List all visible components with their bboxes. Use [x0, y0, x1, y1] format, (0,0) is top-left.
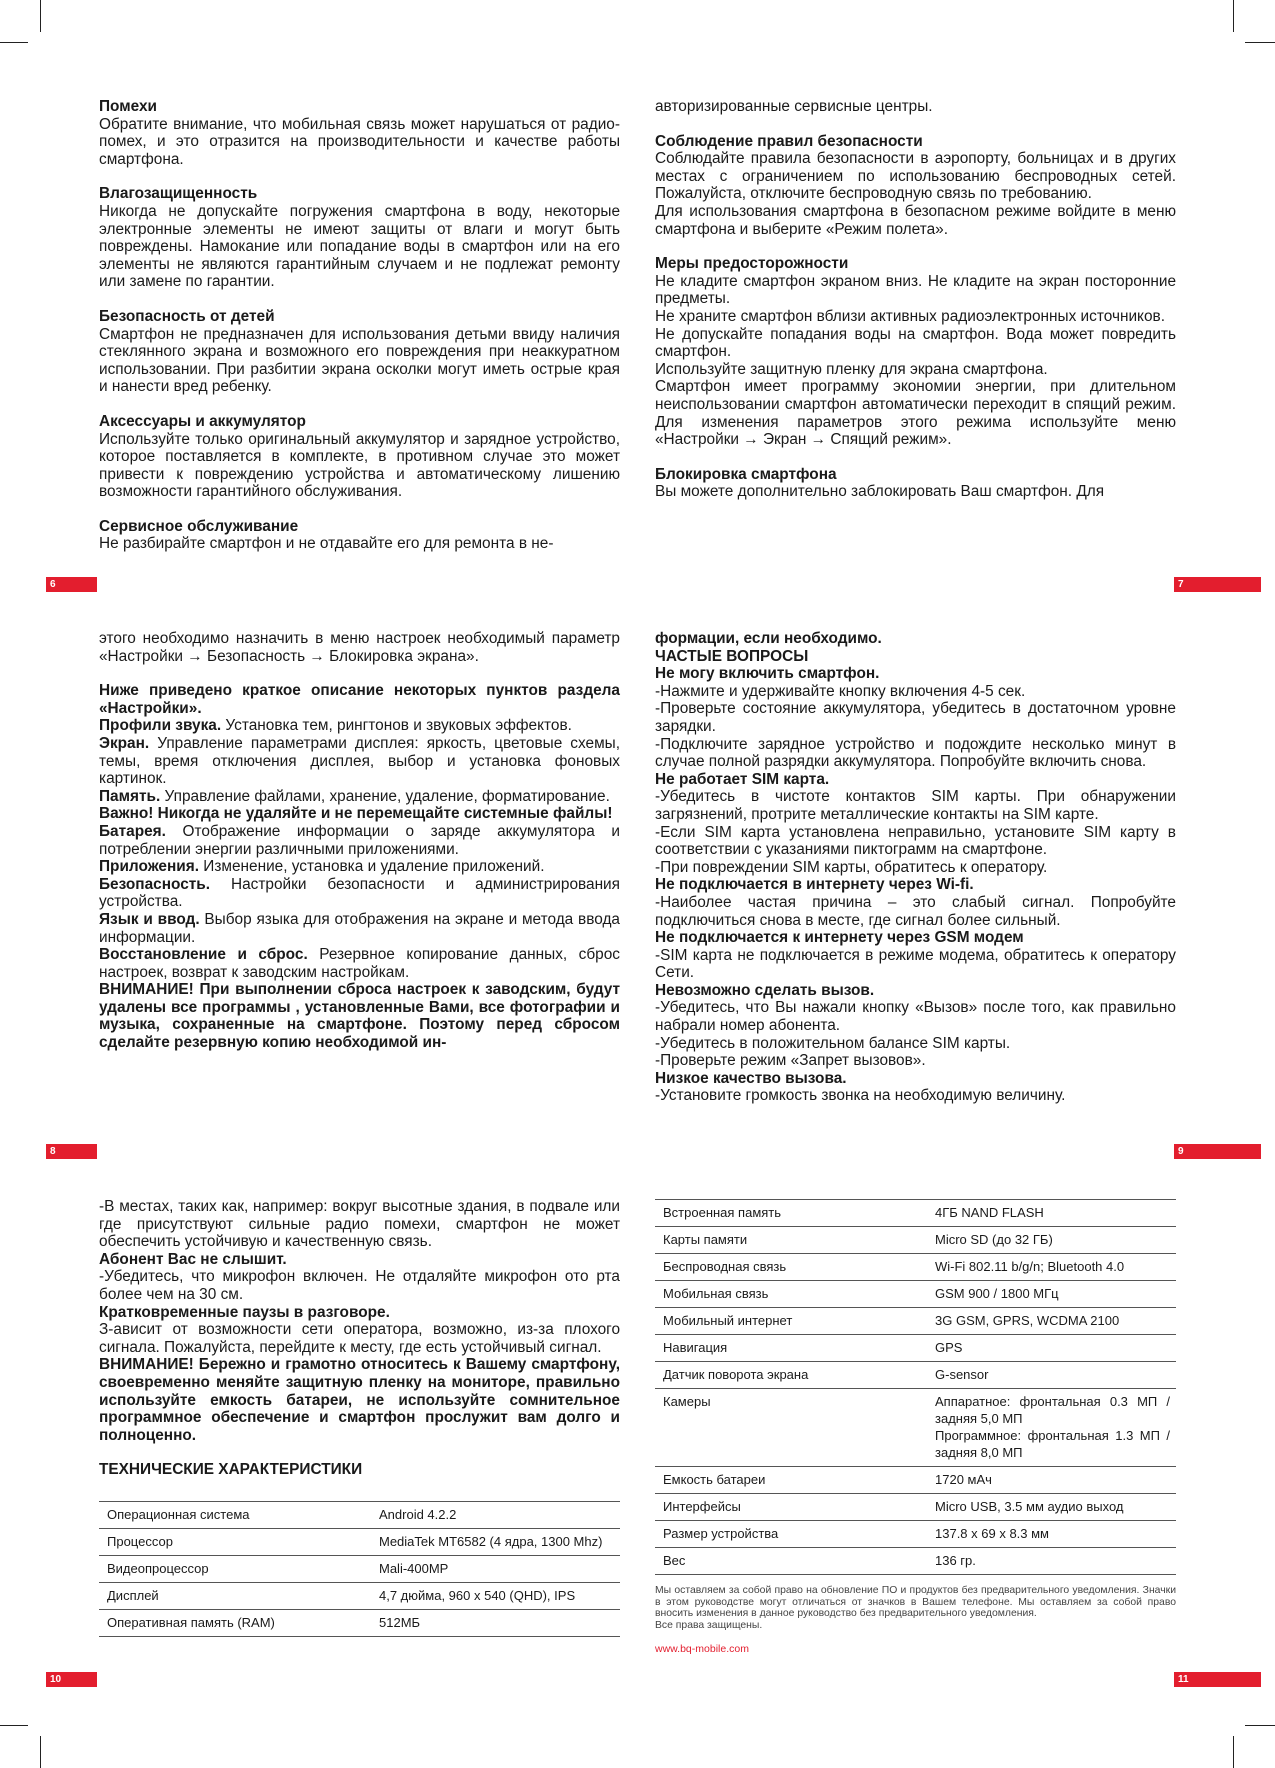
faq-question: Не могу включить смартфон.: [655, 665, 880, 683]
paragraph: Не допускайте попадания воды на смартфон. Вода может повредить смартфон.: [655, 325, 1176, 361]
spec-key: Беспроводная связь: [655, 1254, 927, 1281]
settings-term: Восстановление и сброс.: [99, 946, 308, 964]
page10-column: [99, 1198, 620, 1637]
settings-term: Приложения.: [99, 858, 199, 876]
table-row: [655, 1521, 1176, 1548]
section-title: Сервисное обслуживание: [99, 517, 299, 535]
spec-value: 1720 мАч: [927, 1467, 1176, 1494]
spec-key: Встроенная память: [655, 1200, 927, 1227]
crop-mark: [1245, 42, 1275, 43]
page-number: 10: [50, 1674, 62, 1685]
faq-question: Невозможно сделать вызов.: [655, 981, 875, 999]
table-row: [655, 1467, 1176, 1494]
spec-key: Видеопроцессор: [99, 1555, 371, 1582]
table-row: [655, 1494, 1176, 1521]
spec-key: Процессор: [99, 1528, 371, 1555]
table-row: [655, 1389, 1176, 1467]
paragraph: Соблюдайте правила безопасности в аэропорту, больницах и в других местах с ограничением по использованию беспроводных сетей. Пожалуйста, отключите беспроводную связь по требованию.: [655, 150, 1176, 203]
faq-answer: -Если SIM карта установлена неправильно, установите SIM карту в соответствии с указаниями пиктограмм на смартфоне.: [655, 823, 1176, 859]
section-title: Меры предосторожности: [655, 255, 849, 273]
page-number-band: [46, 577, 97, 592]
paragraph: Вы можете дополнительно заблокировать Ваш смартфон. Для: [655, 483, 1105, 501]
page-number: 9: [1178, 1146, 1184, 1157]
table-row: [655, 1281, 1176, 1308]
page-number: 11: [1178, 1674, 1189, 1685]
settings-term: Экран.: [99, 734, 150, 752]
page8-column: [99, 630, 620, 1052]
settings-term: Память.: [99, 787, 161, 805]
table-row: [655, 1200, 1176, 1227]
spec-value: 137.8 x 69 x 8.3 мм: [927, 1521, 1176, 1548]
settings-term: Профили звука.: [99, 717, 222, 735]
faq-answer: -Подключите зарядное устройство и подождите несколько минут в случае полной разрядки аккумулятора. Попробуйте включить снова.: [655, 735, 1176, 771]
warning-text: ВНИМАНИЕ! Бережно и грамотно относитесь к Вашему смартфону, своевременно меняйте защитную пленку на мониторе, правильно используйте емкость батареи, не используйте сомнительное программное обеспечение и смартфон прослужит вам долго и полноценно.: [99, 1356, 620, 1444]
settings-term: Язык и ввод.: [99, 910, 200, 928]
spec-value: 3G GSM, GPRS, WCDMA 2100: [927, 1308, 1176, 1335]
page-number-band: [46, 1144, 97, 1159]
faq-answer: -Установите громкость звонка на необходимую величину.: [655, 1087, 1066, 1105]
spec-key: Камеры: [655, 1389, 927, 1467]
settings-term: Безопасность.: [99, 875, 211, 893]
spec-value: Wi-Fi 802.11 b/g/n; Bluetooth 4.0: [927, 1254, 1176, 1281]
table-row: [655, 1335, 1176, 1362]
spec-value: 4,7 дюйма, 960 x 540 (QHD), IPS: [371, 1582, 620, 1609]
faq-answer: -Проверьте состояние аккумулятора, убедитесь в достаточном уровне зарядки.: [655, 700, 1176, 735]
faq-answer: -SIM карта не подключается в режиме модема, обратитесь к оператору Сети.: [655, 946, 1176, 982]
settings-desc: Установка тем, рингтонов и звуковых эффектов.: [221, 717, 572, 735]
warning-text: ВНИМАНИЕ! При выполнении сброса настроек к заводским, будут удалены все программы , установленные Вами, все фотографии и музыка, сохраненные на смартфоне. Поэтому перед сбросом сделайте резервную копию необходимой ин-: [99, 981, 620, 1052]
paragraph: -В местах, таких как, например: вокруг высотные здания, в подвале или где присутствуют сильные радио помехи, смартфон не может обеспечить устойчивую и качественную связь.: [99, 1198, 620, 1251]
table-row: [655, 1227, 1176, 1254]
faq-answer: -Проверьте режим «Запрет вызовов».: [655, 1052, 926, 1070]
paragraph: этого необходимо назначить в меню настроек необходимый параметр «Настройки → Безопасность → Блокировка экрана».: [99, 630, 620, 665]
page-number-band: [1174, 1672, 1261, 1687]
page9-column: [655, 630, 1176, 1105]
faq-answer: -Нажмите и удерживайте кнопку включения 4-5 сек.: [655, 682, 1026, 700]
paragraph: Не разбирайте смартфон и не отдавайте его для ремонта в не-: [99, 535, 554, 553]
website-link[interactable]: www.bq-mobile.com: [655, 1643, 749, 1655]
faq-question: Не подключается к интернету через GSM модем: [655, 929, 1024, 947]
page-number: 6: [50, 579, 56, 590]
spec-value: Android 4.2.2: [371, 1501, 620, 1528]
paragraph: Обратите внимание, что мобильная связь может нарушаться от радио- помех, и это отразится на производительности и качестве работы смартфона.: [99, 115, 620, 168]
settings-desc: Управление параметрами дисплея: яркость, цветовые схемы, темы, время отключения дисплея, выбор и установка фоновых картинок.: [99, 734, 620, 788]
faq-question: Не работает SIM карта.: [655, 770, 830, 788]
faq-answer: -Убедитесь в чистоте контактов SIM карты. При обнаружении загрязнений, протрите металлические контакты на SIM карте.: [655, 788, 1176, 823]
spec-value: Аппаратное: фронтальная 0.3 МП / задняя 5,0 МП Программное: фронтальная 1.3 МП / задняя 8,0 МП: [927, 1389, 1176, 1467]
spec-key: Навигация: [655, 1335, 927, 1362]
settings-item: [99, 788, 620, 806]
page7-column: [655, 98, 1176, 501]
section-title: Влагозащищенность: [99, 185, 258, 203]
paragraph: Используйте только оригинальный аккумулятор и зарядное устройство, которое поставляется в комплекте, в противном случае это может привести к повреждению устройства и автоматическому лишению возможности гарантийного обслуживания.: [99, 430, 620, 501]
spec-table: [655, 1199, 1176, 1575]
spec-table: [99, 1501, 620, 1637]
disclaimer-note: Мы оставляем за собой право на обновление ПО и продуктов без предварительного уведомления. Значки в этом руководстве могут отличаться от значков в Вашем телефоне. Мы оставляем за собой право вносить изменения в данное руководство без предварительного уведомления.: [655, 1585, 1176, 1619]
table-row: [99, 1528, 620, 1555]
paragraph: Смартфон не предназначен для использования детьми ввиду наличия стеклянного экрана и возможного его повреждения при неаккуратном использовании. При разбитии экрана осколки могут иметь острые края и нанести вред ребенку.: [99, 325, 620, 396]
faq-answer: З-ависит от возможности сети оператора, возможно, из-за плохого сигнала. Пожалуйста, перейдите к месту, где есть устойчивый сигнал.: [99, 1321, 620, 1356]
page-number-band: [1174, 577, 1261, 592]
faq-question: Низкое качество вызова.: [655, 1069, 847, 1087]
settings-item: [99, 911, 620, 946]
settings-item: [99, 735, 620, 788]
faq-question: Абонент Вас не слышит.: [99, 1250, 287, 1268]
rights-note: Все права защищены.: [655, 1619, 763, 1631]
paragraph: Никогда не допускайте погружения смартфона в воду, некоторые электронные элементы не имеют защиты от влаги и могут быть повреждены. Намокание или попадание воды в смартфон или на его элементы не являются гарантийным случаем и не подлежат ремонту или замене по гарантии.: [99, 202, 620, 291]
spec-value: 4ГБ NAND FLASH: [927, 1200, 1176, 1227]
page-number-band: [1174, 1144, 1261, 1159]
spec-key: Мобильный интернет: [655, 1308, 927, 1335]
crop-mark: [1233, 1736, 1234, 1768]
settings-desc: Выбор языка для отображения на экране и метода ввода информации.: [99, 910, 620, 946]
section-heading: Ниже приведено краткое описание некоторых пунктов раздела «Настройки».: [99, 682, 620, 717]
spec-value: GSM 900 / 1800 МГц: [927, 1281, 1176, 1308]
crop-mark: [0, 1725, 28, 1726]
spec-value: G-sensor: [927, 1362, 1176, 1389]
faq-answer: -При повреждении SIM карты, обратитесь к оператору.: [655, 858, 1048, 876]
settings-desc: Изменение, установка и удаление приложений.: [198, 858, 545, 876]
paragraph: авторизированные сервисные центры.: [655, 98, 933, 115]
spec-value: 512МБ: [371, 1609, 620, 1636]
settings-item: [99, 946, 620, 981]
section-title: Соблюдение правил безопасности: [655, 132, 923, 150]
paragraph: формации, если необходимо.: [655, 630, 882, 647]
page-number-band: [46, 1672, 97, 1687]
table-row: [99, 1555, 620, 1582]
spec-value: 136 гр.: [927, 1548, 1176, 1575]
faq-answer: -Убедитесь, что Вы нажали кнопку «Вызов» после того, как правильно набрали номер абонента.: [655, 999, 1176, 1035]
spec-key: Емкость батареи: [655, 1467, 927, 1494]
spec-title: ТЕХНИЧЕСКИЕ ХАРАКТЕРИСТИКИ: [99, 1461, 363, 1479]
paragraph: Для использования смартфона в безопасном режиме войдите в меню смартфона и выберите «Режим полета».: [655, 202, 1176, 238]
faq-answer: -Убедитесь в положительном балансе SIM карты.: [655, 1034, 1011, 1052]
spec-key: Размер устройства: [655, 1521, 927, 1548]
page11-column: [655, 1199, 1176, 1659]
settings-desc: Резервное копирование данных, сброс настроек, возврат к заводским настройкам.: [99, 946, 620, 981]
spec-key: Вес: [655, 1548, 927, 1575]
settings-item: [99, 717, 620, 735]
section-title: Блокировка смартфона: [655, 465, 837, 483]
spec-key: Операционная система: [99, 1501, 371, 1528]
paragraph: Смартфон имеет программу экономии энергии, при длительном неиспользовании смартфон автоматически переходит в спящий режим. Для изменения параметров этого режима используйте меню «Настройки → Экран → Спящий режим».: [655, 378, 1176, 449]
settings-item: [99, 805, 620, 823]
table-row: [99, 1501, 620, 1528]
settings-term: Батарея.: [99, 822, 166, 840]
paragraph: Используйте защитную пленку для экрана смартфона.: [655, 360, 1048, 378]
table-row: [655, 1254, 1176, 1281]
section-title: Безопасность от детей: [99, 307, 275, 325]
table-row: [655, 1308, 1176, 1335]
spec-value: Micro USB, 3.5 мм аудио выход: [927, 1494, 1176, 1521]
faq-answer: -Убедитесь, что микрофон включен. Не отдаляйте микрофон ото рта более чем на 30 см.: [99, 1268, 620, 1303]
page6-column: [99, 98, 620, 553]
spec-key: Датчик поворота экрана: [655, 1362, 927, 1389]
crop-mark: [0, 42, 28, 43]
settings-desc: Настройки безопасности и администрирования устройства.: [99, 875, 620, 911]
settings-item: [99, 823, 620, 858]
settings-term: Важно! Никогда не удаляйте и не перемещайте системные файлы!: [99, 805, 613, 823]
spec-key: Дисплей: [99, 1582, 371, 1609]
spec-key: Карты памяти: [655, 1227, 927, 1254]
crop-mark: [1233, 0, 1234, 32]
faq-title: ЧАСТЫЕ ВОПРОСЫ: [655, 647, 809, 665]
spec-key: Интерфейсы: [655, 1494, 927, 1521]
faq-question: Не подключается в интернету через Wi-fi.: [655, 876, 974, 894]
table-row: [655, 1548, 1176, 1575]
paragraph: Не храните смартфон вблизи активных радиоэлектронных источников.: [655, 307, 1165, 325]
spec-value: MediaTek MT6582 (4 ядра, 1300 Mhz): [371, 1528, 620, 1555]
spec-key: Оперативная память (RAM): [99, 1609, 371, 1636]
faq-answer: -Наиболее частая причина – это слабый сигнал. Попробуйте подключиться снова в месте, где сигнал более сильный.: [655, 893, 1176, 929]
paragraph: Не кладите смартфон экраном вниз. Не кладите на экран посторонние предметы.: [655, 272, 1176, 308]
settings-item: [99, 876, 620, 911]
page-number: 8: [50, 1146, 56, 1157]
crop-mark: [40, 1736, 41, 1768]
spec-key: Мобильная связь: [655, 1281, 927, 1308]
spec-value: Mali-400MP: [371, 1555, 620, 1582]
faq-question: Кратковременные паузы в разговоре.: [99, 1303, 390, 1321]
crop-mark: [40, 0, 41, 32]
page-number: 7: [1178, 579, 1184, 590]
section-title: Помехи: [99, 98, 158, 115]
table-row: [99, 1609, 620, 1636]
settings-desc: Управление файлами, хранение, удаление, форматирование.: [160, 787, 610, 805]
spec-value: GPS: [927, 1335, 1176, 1362]
spec-value: Micro SD (до 32 ГБ): [927, 1227, 1176, 1254]
section-title: Аксессуары и аккумулятор: [99, 412, 306, 430]
table-row: [655, 1362, 1176, 1389]
table-row: [99, 1582, 620, 1609]
settings-item: [99, 858, 620, 876]
crop-mark: [1245, 1725, 1275, 1726]
settings-desc: Отображение информации о заряде аккумулятора и потреблении энергии различными приложениями.: [99, 822, 620, 858]
